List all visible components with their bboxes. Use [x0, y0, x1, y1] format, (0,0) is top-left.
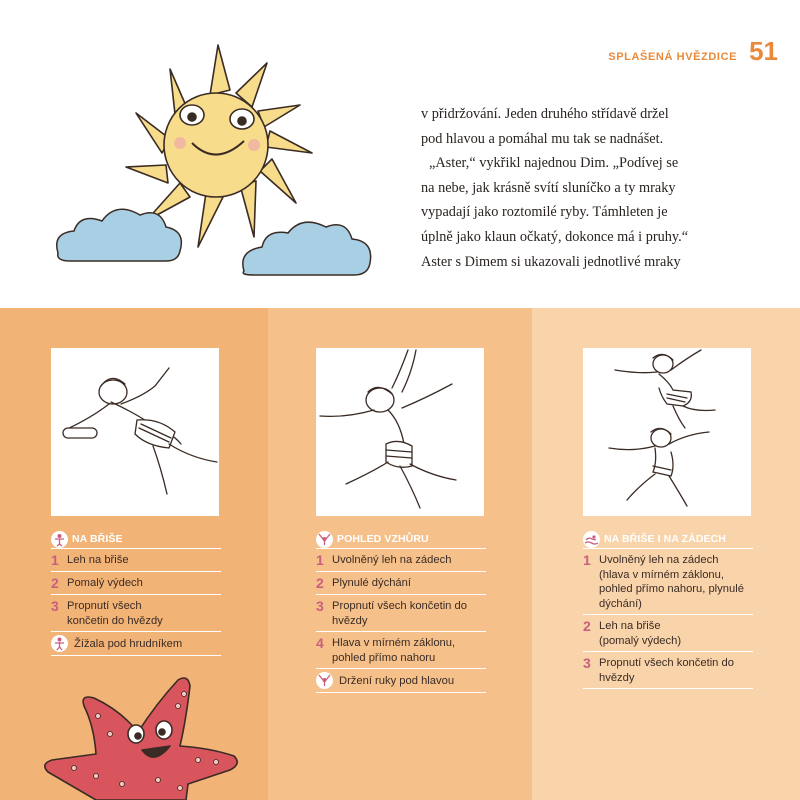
sun-clouds-illustration: [40, 35, 400, 295]
divider: [316, 692, 486, 693]
step-item: [583, 548, 753, 614]
step-number: 3: [583, 655, 591, 671]
two-swimmers-figure: [583, 348, 751, 516]
step-text: Uvolněný leh na zádech: [332, 554, 452, 566]
story-line: vypadají jako roztomilé ryby. Támhleten je: [421, 204, 668, 221]
prone-star-figure: [51, 348, 219, 516]
step-item: [51, 548, 221, 571]
story-line: „Aster,“ vykřikl najednou Dim. „Podívej se: [429, 155, 679, 172]
step-item: [51, 571, 221, 594]
story-line: v přidržování. Jeden druhého střídavě držel: [421, 106, 669, 122]
step-text: Leh na břiše: [67, 554, 129, 566]
step-item: [51, 594, 221, 631]
step-number: 1: [316, 552, 324, 568]
instructions-prone: [51, 530, 221, 656]
story-line: Aster s Dimem si ukazovali jednotlivé mraky: [421, 253, 681, 270]
supine-star-figure: [316, 348, 484, 516]
section-heading: [583, 530, 753, 548]
section-title: POHLED VZHŮRU: [337, 533, 429, 545]
starfish-icon: [45, 678, 237, 800]
tip-item: [316, 668, 486, 692]
step-number: 1: [583, 552, 591, 568]
story-line: na nebe, jak krásně svítí sluníčko a ty mraky: [421, 179, 676, 196]
section-heading: [51, 530, 221, 548]
step-item: [316, 548, 486, 571]
divider: [51, 655, 221, 656]
step-text: Pomalý výdech: [67, 577, 143, 589]
person-prone-icon: [51, 531, 68, 548]
tip-item: [51, 631, 221, 655]
swimmer-supine-illustration: [316, 348, 484, 516]
section-title: NA BŘIŠE I NA ZÁDECH: [604, 533, 726, 545]
story-line: pod hlavou a pomáhal mu tak se nadnášet.: [421, 130, 664, 147]
step-number: 3: [316, 598, 324, 614]
exercise-panel-both: [532, 308, 800, 800]
step-number: 2: [51, 575, 59, 591]
running-header: [608, 36, 778, 67]
swimmers-both-illustration: [583, 348, 751, 516]
step-text: Propnutí všech končetin do hvězdy: [599, 657, 734, 684]
page-number: 51: [749, 36, 778, 66]
swimmer-prone-illustration: [51, 348, 219, 516]
divider: [583, 688, 753, 689]
starfish-illustration: [38, 676, 238, 800]
step-item: [316, 594, 486, 631]
step-text: Propnutí všech končetin do hvězdy: [67, 600, 163, 627]
step-item: [316, 571, 486, 594]
section-heading: [316, 530, 486, 548]
step-text: Propnutí všech končetin do hvězdy: [332, 600, 467, 627]
story-text: [421, 102, 761, 274]
instructions-look-up: [316, 530, 486, 693]
step-number: 2: [583, 618, 591, 634]
step-item: [316, 631, 486, 668]
person-tip-icon: [51, 635, 68, 652]
chapter-title: SPLAŠENÁ HVĚZDICE: [608, 51, 738, 63]
step-text: Hlava v mírném záklonu, pohled přímo nahoru: [332, 637, 456, 664]
tip-text: Držení ruky pod hlavou: [339, 674, 455, 687]
tip-text: Žížala pod hrudníkem: [74, 637, 183, 650]
cloud-icon: [57, 209, 182, 261]
step-text: Plynulé dýchání: [332, 577, 411, 589]
step-item: [583, 614, 753, 651]
cloud-icon: [243, 222, 371, 275]
step-number: 3: [51, 598, 59, 614]
step-text: Leh na břiše (pomalý výdech): [599, 620, 682, 647]
person-arms-up-icon: [316, 672, 333, 689]
step-item: [583, 651, 753, 688]
instructions-both: [583, 530, 753, 689]
step-text: Uvolněný leh na zádech (hlava v mírném záklonu, pohled přímo nahoru, plynulé dýchání): [599, 554, 744, 610]
exercise-panel-look-up: [268, 308, 532, 800]
section-title: NA BŘIŠE: [72, 533, 123, 545]
story-line: úplně jako klaun očkatý, dokonce má i pruhy.“: [421, 228, 689, 245]
step-number: 2: [316, 575, 324, 591]
step-number: 4: [316, 635, 324, 651]
swimmer-icon: [583, 531, 600, 548]
person-arms-up-icon: [316, 531, 333, 548]
step-number: 1: [51, 552, 59, 568]
